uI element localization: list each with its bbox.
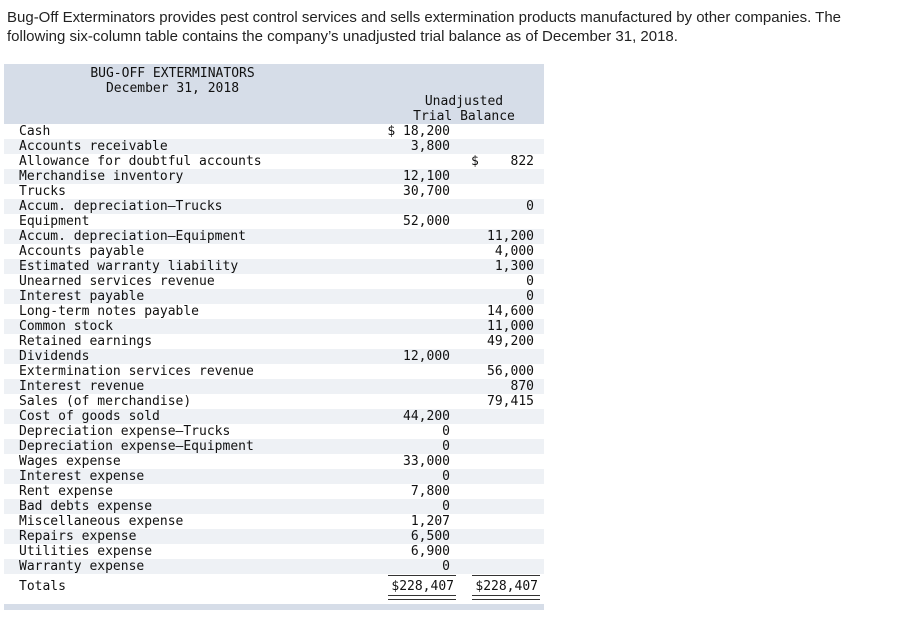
credit-total: $228,407 <box>475 579 538 594</box>
table-row <box>4 169 544 184</box>
table-row <box>4 214 544 229</box>
trial-balance-table <box>4 64 544 610</box>
credit-amount: 11,200 <box>487 229 534 244</box>
account-name: Estimated warranty liability <box>19 259 239 274</box>
credit-amount: 79,415 <box>487 394 534 409</box>
table-row <box>4 484 544 499</box>
table-row <box>4 139 544 154</box>
table-row <box>4 409 544 424</box>
table-row <box>4 184 544 199</box>
table-row <box>4 229 544 244</box>
intro-text: Bug-Off Exterminators provides pest control services and sells extermination products manufactured by other companies. The following six-column table contains the company’s unadjusted trial balance as of December 31, 2018. <box>7 9 842 45</box>
credit-amount: 0 <box>526 289 534 304</box>
table-row <box>4 124 544 139</box>
table-row <box>4 559 544 574</box>
table-row <box>4 154 544 169</box>
debit-amount: 0 <box>442 424 450 439</box>
account-name: Accum. depreciation—Trucks <box>19 199 223 214</box>
table-row <box>4 199 544 214</box>
account-name: Extermination services revenue <box>19 364 254 379</box>
debit-amount: 7,800 <box>410 484 450 499</box>
table-row <box>4 319 544 334</box>
debit-amount: 0 <box>442 469 450 484</box>
account-name: Long-term notes payable <box>19 304 200 319</box>
debit-amount: 33,000 <box>403 454 450 469</box>
credit-amount: 56,000 <box>487 364 534 379</box>
debit-total: $228,407 <box>391 579 454 594</box>
debit-amount: 6,900 <box>410 544 450 559</box>
credit-amount: 4,000 <box>494 244 534 259</box>
credit-amount: 870 <box>510 379 534 394</box>
table-row <box>4 259 544 274</box>
table-row <box>4 379 544 394</box>
debit-double-rule <box>388 595 456 600</box>
account-name: Cost of goods sold <box>19 409 160 424</box>
credit-amount: 822 <box>510 154 534 169</box>
table-row <box>4 514 544 529</box>
debit-amount: 1,207 <box>410 514 450 529</box>
column-heading-line2: Trial Balance <box>413 109 515 124</box>
account-name: Wages expense <box>19 454 121 469</box>
account-name: Common stock <box>19 319 113 334</box>
totals-label: Totals <box>19 579 66 594</box>
account-name: Accum. depreciation—Equipment <box>19 229 246 244</box>
debit-amount: 12,000 <box>403 349 450 364</box>
totals-row <box>4 574 544 600</box>
credit-amount: 0 <box>526 274 534 289</box>
table-header <box>4 64 544 124</box>
table-row <box>4 499 544 514</box>
account-name: Trucks <box>19 184 66 199</box>
table-row <box>4 349 544 364</box>
account-name: Sales (of merchandise) <box>19 394 192 409</box>
table-row <box>4 424 544 439</box>
debit-amount: $ 18,200 <box>387 124 450 139</box>
account-name: Interest payable <box>19 289 145 304</box>
account-name: Merchandise inventory <box>19 169 184 184</box>
credit-dollar-sign: $ <box>471 154 479 169</box>
debit-amount: 0 <box>442 559 450 574</box>
debit-amount: 30,700 <box>403 184 450 199</box>
credit-amount: 11,000 <box>487 319 534 334</box>
account-name: Accounts receivable <box>19 139 168 154</box>
table-footer-band <box>4 604 544 610</box>
account-name: Miscellaneous expense <box>19 514 184 529</box>
account-name: Equipment <box>19 214 90 229</box>
credit-amount: 1,300 <box>494 259 534 274</box>
table-title <box>4 66 341 96</box>
account-name: Warranty expense <box>19 559 145 574</box>
table-row <box>4 274 544 289</box>
table-row <box>4 244 544 259</box>
account-name: Utilities expense <box>19 544 153 559</box>
credit-amount: 14,600 <box>487 304 534 319</box>
table-row <box>4 439 544 454</box>
debit-amount: 52,000 <box>403 214 450 229</box>
table-row <box>4 364 544 379</box>
debit-amount: 3,800 <box>410 139 450 154</box>
account-name: Depreciation expense—Trucks <box>19 424 231 439</box>
debit-amount: 6,500 <box>410 529 450 544</box>
table-row <box>4 529 544 544</box>
debit-amount: 0 <box>442 499 450 514</box>
account-name: Interest expense <box>19 469 145 484</box>
account-name: Accounts payable <box>19 244 145 259</box>
account-name: Repairs expense <box>19 529 137 544</box>
debit-amount: 44,200 <box>403 409 450 424</box>
account-name: Depreciation expense—Equipment <box>19 439 254 454</box>
credit-amount: 0 <box>526 199 534 214</box>
account-name: Rent expense <box>19 484 113 499</box>
account-name: Unearned services revenue <box>19 274 215 289</box>
table-row <box>4 289 544 304</box>
account-name: Allowance for doubtful accounts <box>19 154 262 169</box>
table-row <box>4 544 544 559</box>
account-name: Bad debts expense <box>19 499 153 514</box>
column-heading-line1: Unadjusted <box>424 94 504 109</box>
credit-double-rule <box>472 595 540 600</box>
table-row <box>4 394 544 409</box>
table-row <box>4 469 544 484</box>
account-name: Cash <box>19 124 51 139</box>
company-name: BUG-OFF EXTERMINATORS <box>90 66 255 81</box>
account-name: Dividends <box>19 349 90 364</box>
table-row <box>4 304 544 319</box>
debit-amount: 12,100 <box>403 169 450 184</box>
account-name: Retained earnings <box>19 334 153 349</box>
credit-amount: 49,200 <box>487 334 534 349</box>
statement-date: December 31, 2018 <box>105 81 240 96</box>
debit-amount: 0 <box>442 439 450 454</box>
table-row <box>4 334 544 349</box>
account-rows <box>4 124 544 574</box>
table-row <box>4 454 544 469</box>
account-name: Interest revenue <box>19 379 145 394</box>
column-heading <box>384 94 544 124</box>
